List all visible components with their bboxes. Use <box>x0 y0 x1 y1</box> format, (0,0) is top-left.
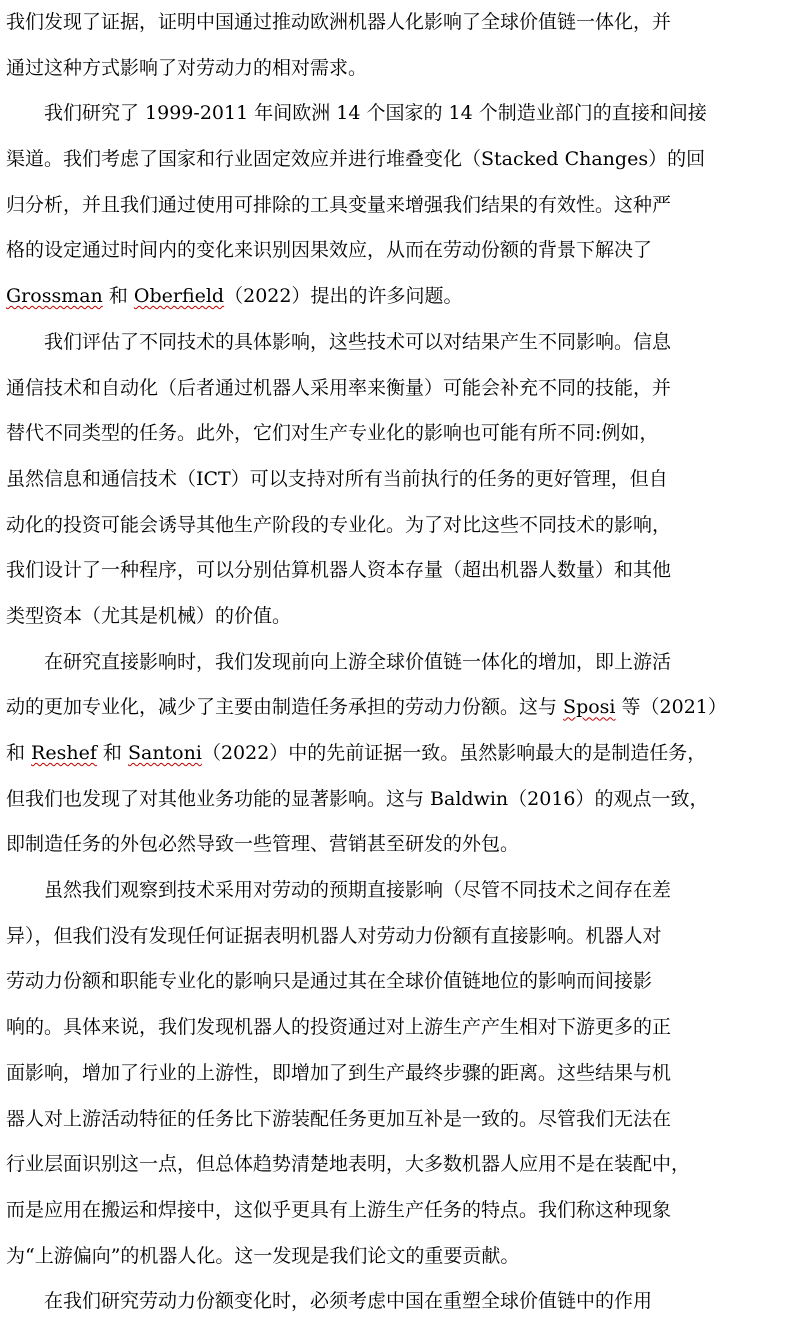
text-segment: 即制造任务的外包必然导致一些管理、营销甚至研发的外包。 <box>6 833 520 856</box>
text-line <box>6 137 782 183</box>
text-line <box>6 1051 782 1097</box>
paragraph-first-line <box>6 91 782 137</box>
paragraph-first-line <box>6 320 782 366</box>
text-segment: 虽然信息和通信技术（ICT）可以支持对所有当前执行的任务的更好管理，但自 <box>6 467 668 490</box>
text-line <box>6 1142 782 1188</box>
text-segment: 等（2021） <box>615 696 727 719</box>
text-line <box>6 1005 782 1051</box>
spellcheck-flagged-word: Sposi <box>563 696 616 719</box>
text-line <box>6 822 782 868</box>
text-segment: 面影响，增加了行业的上游性，即增加了到生产最终步骤的距离。这些结果与机 <box>6 1061 672 1084</box>
spellcheck-flagged-word: Santoni <box>127 742 202 764</box>
text-segment: 动的更加专业化，减少了主要由制造任务承担的劳动力份额。这与 <box>6 696 564 719</box>
text-line <box>6 183 782 229</box>
text-segment: 格的设定通过时间内的变化来识别因果效应，从而在劳动份额的背景下解决了 <box>6 239 653 262</box>
text-segment: 在研究直接影响时，我们发现前向上游全球价值链一体化的增加，即上游活 <box>44 650 672 673</box>
text-line <box>6 1188 782 1234</box>
spellcheck-flagged-word: Oberfield <box>133 285 225 308</box>
text-segment: 和 <box>96 742 128 764</box>
text-segment: 行业层面识别这一点，但总体趋势清楚地表明，大多数机器人应用不是在装配中， <box>6 1153 691 1176</box>
text-line <box>6 228 782 274</box>
text-segment: 但我们也发现了对其他业务功能的显著影响。这与 Baldwin（2016）的观点一致， <box>6 787 709 810</box>
text-line <box>6 959 782 1005</box>
text-line <box>6 457 782 503</box>
text-line <box>6 1097 782 1143</box>
paragraph-first-line <box>6 868 782 914</box>
text-segment: 在我们研究劳动力份额变化时，必须考虑中国在重塑全球价值链中的作用 <box>44 1290 653 1313</box>
text-segment: 我们设计了一种程序，可以分别估算机器人资本存量（超出机器人数量）和其他 <box>6 559 672 582</box>
text-line <box>6 503 782 549</box>
text-segment: 和 <box>102 285 134 308</box>
text-segment: 通过这种方式影响了对劳动力的相对需求。 <box>6 56 368 79</box>
text-segment: 类型资本（尤其是机械）的价值。 <box>6 604 292 627</box>
text-segment: 替代不同类型的任务。此外，它们对生产专业化的影响也可能有所不同:例如， <box>6 422 659 445</box>
text-segment: 器人对上游活动特征的任务比下游装配任务更加互补是一致的。尽管我们无法在 <box>6 1107 672 1130</box>
text-segment: 通信技术和自动化（后者通过机器人采用率来衡量）可能会补充不同的技能，并 <box>6 376 672 399</box>
text-segment: 和 <box>6 742 32 764</box>
text-line <box>6 1234 782 1280</box>
document-page <box>6 0 782 1325</box>
text-segment: 我们发现了证据，证明中国通过推动欧洲机器人化影响了全球价值链一体化，并 <box>6 11 672 33</box>
text-line <box>6 685 782 731</box>
text-line <box>6 46 782 92</box>
text-line <box>6 366 782 412</box>
text-segment: 而是应用在搬运和焊接中，这似乎更具有上游生产任务的特点。我们称这种现象 <box>6 1198 672 1221</box>
text-line <box>6 777 782 823</box>
paragraph-first-line <box>6 1279 782 1325</box>
text-segment: 异），但我们没有发现任何证据表明机器人对劳动力份额有直接影响。机器人对 <box>6 924 662 947</box>
text-line <box>6 548 782 594</box>
text-segment: 我们研究了 1999-2011 年间欧洲 14 个国家的 14 个制造业部门的直接和间接 <box>44 102 707 125</box>
text-segment: 渠道。我们考虑了国家和行业固定效应并进行堆叠变化（Stacked Changes）的回 <box>6 148 706 171</box>
text-segment: 响的。具体来说，我们发现机器人的投资通过对上游生产产生相对下游更多的正 <box>6 1016 672 1039</box>
text-segment: （2022）中的先前证据一致。虽然影响最大的是制造任务， <box>201 742 707 764</box>
text-segment: 为“上游偏向”的机器人化。这一发现是我们论文的重要贡献。 <box>6 1244 520 1267</box>
spellcheck-flagged-word: Reshef <box>31 742 97 764</box>
spellcheck-flagged-word: Grossman <box>6 285 103 308</box>
text-line <box>6 274 782 320</box>
text-line <box>6 411 782 457</box>
text-segment: 归分析，并且我们通过使用可排除的工具变量来增强我们结果的有效性。这种严 <box>6 193 672 216</box>
text-segment: 劳动力份额和职能专业化的影响只是通过其在全球价值链地位的影响而间接影 <box>6 970 653 993</box>
text-segment: （2022）提出的许多问题。 <box>224 285 463 308</box>
paragraph-first-line <box>6 640 782 686</box>
text-segment: 动化的投资可能会诱导其他生产阶段的专业化。为了对比这些不同技术的影响， <box>6 513 672 536</box>
text-line <box>6 594 782 640</box>
text-segment: 我们评估了不同技术的具体影响，这些技术可以对结果产生不同影响。信息 <box>44 330 672 353</box>
text-segment: 虽然我们观察到技术采用对劳动的预期直接影响（尽管不同技术之间存在差 <box>44 879 672 902</box>
text-line <box>6 0 782 46</box>
text-line <box>6 914 782 960</box>
text-line <box>6 731 782 777</box>
